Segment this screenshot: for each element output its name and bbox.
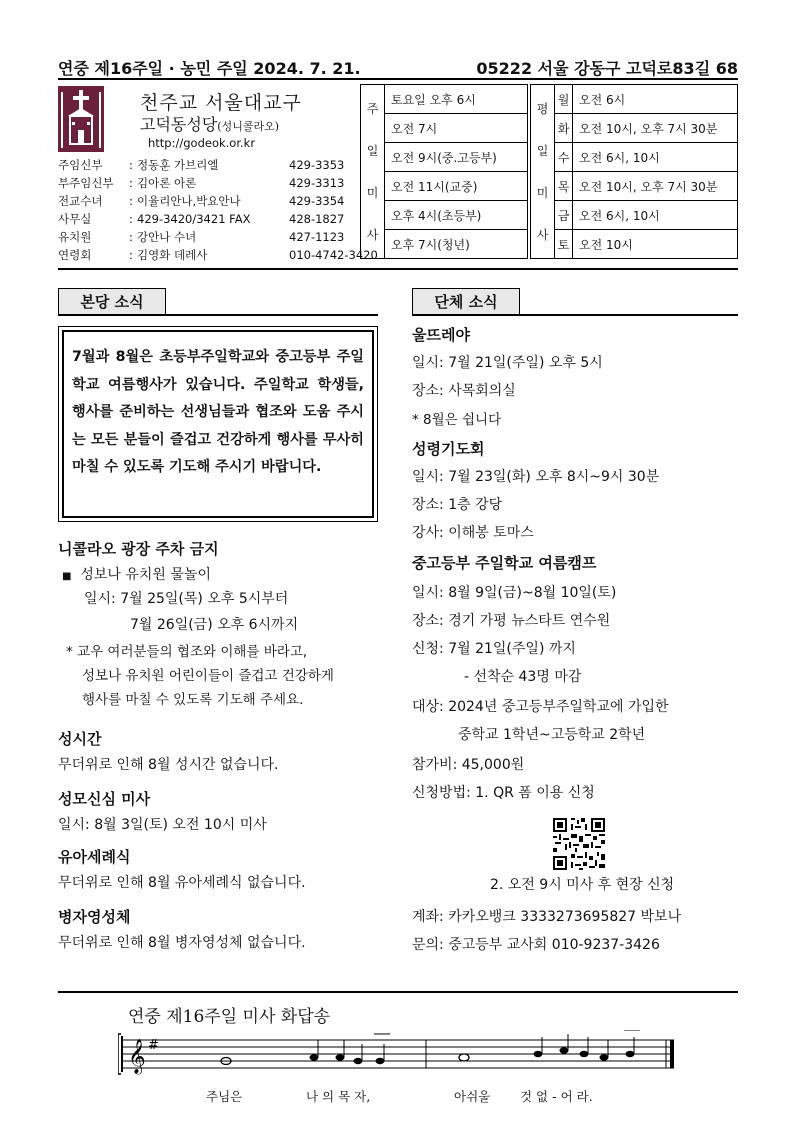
staff-name: 김아론 아론	[137, 176, 197, 190]
staff-phone: 427-1123	[289, 230, 345, 244]
staff-row: 유치원 : 강안나 수녀 427-1123	[58, 230, 345, 244]
qr-code-icon[interactable]	[551, 816, 607, 872]
sunday-label-char: 미	[366, 186, 379, 200]
spirit-prayer-line: 장소: 1층 강당	[412, 497, 503, 513]
oltreya-line: * 8월은 쉽니다	[412, 412, 502, 428]
sunday-mass-time: 오전 7시	[385, 114, 528, 143]
parking-date1: 일시: 7월 25일(목) 오후 5시부터	[84, 591, 289, 607]
lyric-syllable: 주님은	[206, 1089, 243, 1104]
bulletin-date: 연중 제16주일 · 농민 주일 2024. 7. 21.	[58, 59, 361, 78]
summer-camp-line: 신청: 7월 21일(주일) 까지	[412, 641, 576, 657]
parking-note: 성보나 유치원 어린이들이 즐겁고 건강하게	[82, 668, 334, 684]
staff-name: 이율리안나,박요안나	[137, 194, 241, 208]
parking-note: * 교우 여러분들의 협조와 이해를 바라고,	[66, 644, 308, 660]
staff-role: 주임신부	[58, 158, 103, 172]
weekday-mass-time: 오전 10시	[573, 230, 738, 259]
oltreya-line: 장소: 사목회의실	[412, 383, 516, 399]
sunday-mass-time: 오후 7시(청년)	[385, 230, 528, 259]
parking-note: 행사를 마칠 수 있도록 기도해 주세요.	[82, 692, 304, 708]
weekday-mass-time: 오전 6시	[573, 85, 738, 114]
staff-role: 부주임신부	[58, 176, 114, 190]
weekday-label-char: 일	[536, 144, 549, 158]
summer-camp-line: 대상: 2024년 중고등부주일학교에 가입한	[412, 699, 669, 715]
psalm-title: 연중 제16주일 미사 화답송	[128, 1007, 331, 1027]
spirit-prayer-line: 일시: 7월 23일(화) 오후 8시~9시 30분	[412, 469, 660, 485]
spirit-prayer-title: 성령기도회	[412, 440, 485, 458]
weekday-mass-time: 오전 10시, 오후 7시 30분	[573, 114, 738, 143]
weekday-mass-label	[531, 85, 555, 259]
weekday-mass-time: 오전 6시, 10시	[573, 201, 738, 230]
weekday-mass-time: 오전 10시, 오후 7시 30분	[573, 172, 738, 201]
staff-phone: 429-3354	[289, 194, 345, 208]
staff-role: 유치원	[58, 230, 92, 244]
staff-name: 정동훈 가브리엘	[137, 158, 219, 172]
footer-divider	[58, 991, 738, 993]
diocese-name: 천주교 서울대교구	[140, 92, 302, 114]
staff-list	[58, 156, 378, 264]
weekday-name: 월	[555, 85, 573, 114]
staff-row: 연령회 : 김영화 데레사 010-4742-3420	[58, 248, 378, 262]
marian-mass-title: 성모신심 미사	[58, 790, 151, 808]
music-staff	[118, 1030, 678, 1082]
sick-communion-title: 병자영성체	[58, 908, 131, 926]
holy-hour-text: 무더위로 인해 8월 성시간 없습니다.	[58, 757, 279, 773]
weekday-mass-time: 오전 6시, 10시	[573, 143, 738, 172]
weekday-label-char: 미	[536, 186, 549, 200]
weekday-name: 토	[555, 230, 573, 259]
sunday-mass-time: 오전 11시(교중)	[385, 172, 528, 201]
staff-name: 강안나 수녀	[137, 230, 197, 244]
summer-notice-box	[58, 326, 378, 522]
parish-name	[140, 112, 279, 135]
staff-row: 사무실 : 429-3420/3421 FAX 428-1827	[58, 212, 345, 226]
summer-camp-line: 문의: 중고등부 교사회 010-9237-3426	[412, 937, 660, 953]
church-logo-icon	[58, 86, 104, 152]
church-header	[58, 84, 738, 270]
top-bar	[58, 56, 738, 80]
parish-news-column	[58, 538, 378, 958]
staff-row: 부주임신부 : 김아론 아론 429-3313	[58, 176, 345, 190]
sick-communion-text: 무더위로 인해 8월 병자영성체 없습니다.	[58, 935, 306, 951]
lyric-syllable: 나 의 목 자,	[306, 1089, 371, 1104]
infant-baptism-title: 유아세례식	[58, 848, 131, 866]
sharp-icon: #	[148, 1038, 159, 1053]
treble-clef-icon: 𝄞	[128, 1039, 146, 1074]
staff-phone: 428-1827	[289, 212, 345, 226]
summer-camp-line: 참가비: 45,000원	[412, 757, 525, 773]
staff-row: 주임신부 : 정동훈 가브리엘 429-3353	[58, 158, 345, 172]
staff-role: 사무실	[58, 212, 92, 226]
weekday-name: 수	[555, 143, 573, 172]
parish-news-heading: 본당 소식	[58, 288, 166, 314]
marian-mass-text: 일시: 8월 3일(토) 오전 10시 미사	[58, 817, 267, 833]
parking-date2: 7월 26일(금) 오후 6시까지	[130, 617, 299, 633]
sunday-label-char: 일	[366, 144, 379, 158]
sunday-label-char: 주	[366, 102, 379, 116]
parking-title: 니콜라오 광장 주차 금지	[58, 540, 219, 558]
oltreya-line: 일시: 7월 21일(주일) 오후 5시	[412, 355, 603, 371]
staff-role: 전교수녀	[58, 194, 103, 208]
sunday-mass-time: 오전 9시(중.고등부)	[385, 143, 528, 172]
summer-notice-text: 7월과 8월은 초등부주일학교와 중고등부 주일학교 여름행사가 있습니다. 주일학교 학생들, 행사를 준비하는 선생님들과 협조와 도움 주시는 모든 분들이 즐겁고 건강하게 행사를 무사히 마칠 수 있도록 기도해 주시기 바랍니다.	[62, 330, 374, 518]
parking-item: ■ 성보나 유치원 물놀이	[62, 567, 211, 583]
weekday-label-char: 사	[536, 228, 549, 242]
sunday-mass-time: 토요일 오후 6시	[385, 85, 528, 114]
lyric-syllable: 아쉬울	[454, 1089, 491, 1104]
weekday-label-char: 평	[536, 102, 549, 116]
summer-camp-title: 중고등부 주일학교 여름캠프	[412, 554, 597, 572]
weekday-mass-table	[530, 84, 738, 259]
weekday-name: 금	[555, 201, 573, 230]
summer-camp-line: 2. 오전 9시 미사 후 현장 신청	[490, 877, 675, 893]
summer-camp-line: 중학교 1학년~고등학교 2학년	[458, 727, 646, 743]
staff-phone: 429-3353	[289, 158, 345, 172]
staff-row: 전교수녀 : 이율리안나,박요안나 429-3354	[58, 194, 345, 208]
sunday-mass-table	[360, 84, 528, 259]
infant-baptism-text: 무더위로 인해 8월 유아세례식 없습니다.	[58, 875, 306, 891]
group-news-divider	[412, 314, 738, 316]
parish-patron: (성니콜라오)	[217, 120, 279, 133]
spirit-prayer-line: 강사: 이해봉 토마스	[412, 525, 534, 541]
summer-camp-line: 신청방법: 1. QR 폼 이용 신청	[412, 785, 595, 801]
summer-camp-line: 장소: 경기 가평 뉴스타트 연수원	[412, 613, 611, 629]
lyric-syllable: 것 없 - 어 라.	[520, 1089, 593, 1104]
staff-name: 김영화 데레사	[137, 248, 208, 262]
parish-url[interactable]: http://godeok.or.kr	[148, 136, 256, 150]
weekday-name: 목	[555, 172, 573, 201]
staff-role: 연령회	[58, 248, 92, 262]
summer-camp-line: 계좌: 카카오뱅크 3333273695827 박보나	[412, 909, 682, 925]
sunday-mass-label	[361, 85, 385, 259]
holy-hour-title: 성시간	[58, 730, 102, 748]
sunday-label-char: 사	[366, 228, 379, 242]
summer-camp-line: - 선착순 43명 마감	[464, 669, 582, 685]
oltreya-title: 울뜨레야	[412, 326, 470, 344]
summer-camp-line: 일시: 8월 9일(금)~8월 10일(토)	[412, 585, 617, 601]
group-news-heading: 단체 소식	[412, 288, 520, 314]
parking-item-text: 성보나 유치원 물놀이	[80, 567, 211, 583]
parish-news-divider	[58, 314, 378, 316]
staff-phone: 429-3313	[289, 176, 345, 190]
church-address: 05222 서울 강동구 고덕로83길 68	[476, 59, 738, 78]
parish-name-text: 고덕동성당	[140, 115, 218, 134]
sunday-mass-time: 오후 4시(초등부)	[385, 201, 528, 230]
weekday-name: 화	[555, 114, 573, 143]
staff-name: 429-3420/3421 FAX	[137, 212, 251, 226]
staff-phone: 010-4742-3420	[289, 248, 378, 262]
